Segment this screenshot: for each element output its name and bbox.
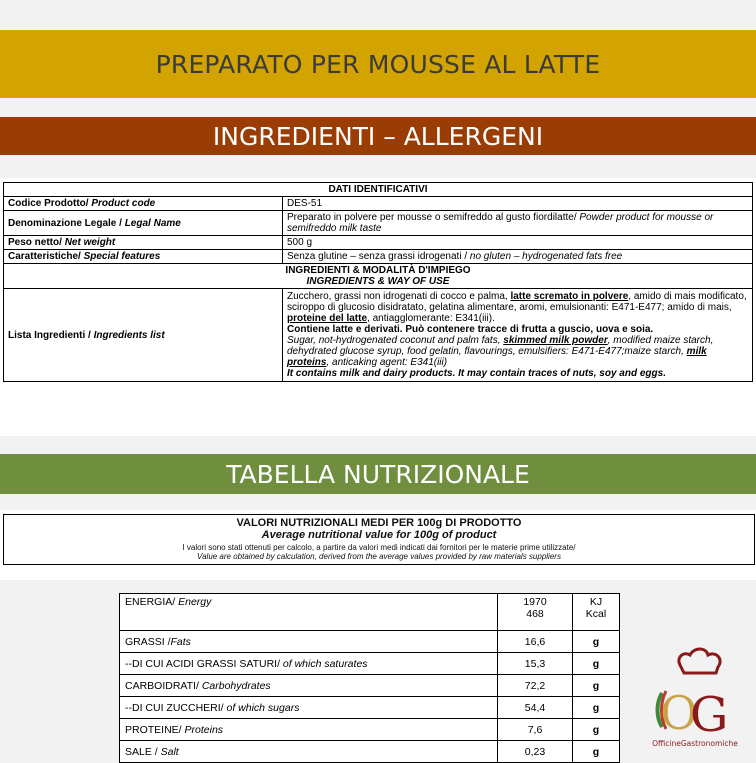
table-row xyxy=(4,236,753,250)
table-row xyxy=(120,741,620,763)
table-row xyxy=(4,250,753,264)
officine-gastronomiche-logo xyxy=(640,645,750,750)
nutrition-note-it: I valori sono stati ottenuti per calcolo, a partire da valori medi indicati dai fornitori per le materie prime utilizzate/ xyxy=(182,543,576,552)
table-row xyxy=(120,697,620,719)
nutrient-label: GRASSI /Fats xyxy=(120,631,498,653)
table-row xyxy=(4,183,753,197)
features-value: Senza glutine – senza grassi idrogenati / no gluten – hydrogenated fats free xyxy=(283,250,753,264)
nutrient-value: 72,2 xyxy=(498,675,573,697)
energy-label: ENERGIA/ Energy xyxy=(120,594,498,631)
nutrient-unit: g xyxy=(573,631,620,653)
nutrition-title-en: Average nutritional value for 100g of product xyxy=(261,529,497,541)
nutrition-header xyxy=(3,514,755,565)
nutrient-label: SALE / Salt xyxy=(120,741,498,763)
energy-units: KJ Kcal xyxy=(573,594,620,631)
nutrient-label: --DI CUI ZUCCHERI/ of which sugars xyxy=(120,697,498,719)
ingredients-list-label: Lista Ingredienti / Ingredients list xyxy=(4,289,283,382)
weight-label: Peso netto/ Net weight xyxy=(4,236,283,250)
energy-values: 1970 468 xyxy=(498,594,573,631)
product-title-band xyxy=(0,30,756,98)
product-title: PREPARATO PER MOUSSE AL LATTE xyxy=(155,49,601,79)
nutrition-note-en: Value are obtained by calculation, derived from the average values provided by raw materials suppliers xyxy=(197,552,561,561)
logo-letter-o: O xyxy=(660,686,698,740)
ident-header: DATI IDENTIFICATIVI xyxy=(4,183,753,197)
nutrition-section-title: TABELLA NUTRIZIONALE xyxy=(226,459,530,489)
table-row xyxy=(4,264,753,289)
chef-hat-icon xyxy=(679,649,720,673)
nutrient-value: 0,23 xyxy=(498,741,573,763)
nutrient-value: 15,3 xyxy=(498,653,573,675)
table-row xyxy=(120,594,620,631)
allergens-en: It contains milk and dairy products. It may contain traces of nuts, soy and eggs. xyxy=(287,368,666,379)
name-value: Preparato in polvere per mousse o semifreddo al gusto fiordilatte/ Powder product for mousse or semifreddo milk taste xyxy=(283,211,753,236)
table-row xyxy=(120,653,620,675)
nutrition-title-it: VALORI NUTRIZIONALI MEDI PER 100g DI PRODOTTO xyxy=(236,517,522,529)
allergens-it: Contiene latte e derivati. Può contenere tracce di frutta a guscio, uova e soia. xyxy=(287,324,654,335)
table-row xyxy=(4,197,753,211)
nutrient-unit: g xyxy=(573,675,620,697)
ingredients-list-value xyxy=(283,289,753,382)
nutrition-section-band xyxy=(0,454,756,494)
nutrient-value: 16,6 xyxy=(498,631,573,653)
weight-value: 500 g xyxy=(283,236,753,250)
table-row xyxy=(120,631,620,653)
nutrient-unit: g xyxy=(573,653,620,675)
nutrient-value: 54,4 xyxy=(498,697,573,719)
logo-brand: OfficineGastronomiche xyxy=(652,739,738,748)
nutrient-label: PROTEINE/ Proteins xyxy=(120,719,498,741)
code-label: Codice Prodotto/ Product code xyxy=(4,197,283,211)
ingredients-section-title: INGREDIENTI – ALLERGENI xyxy=(212,121,544,151)
nutrient-unit: g xyxy=(573,697,620,719)
use-header: INGREDIENTI & MODALITÀ D'IMPIEGO INGREDIENTS & WAY OF USE xyxy=(4,264,753,289)
ingredients-en: Sugar, not-hydrogenated coconut and palm fats, skimmed milk powder, modified maize starch, dehydrated glucose syrup, food gelatin, flavourings, emulsifiers: E471-E477;maize starch, milk proteins, anticaking agent: E341(iii) xyxy=(287,335,714,368)
nutrient-unit: g xyxy=(573,741,620,763)
identification-table xyxy=(3,182,753,382)
table-row xyxy=(4,211,753,236)
code-value: DES-51 xyxy=(283,197,753,211)
ingredients-section-band xyxy=(0,117,756,155)
nutrient-label: CARBOIDRATI/ Carbohydrates xyxy=(120,675,498,697)
table-row xyxy=(4,289,753,382)
features-label: Caratteristiche/ Special features xyxy=(4,250,283,264)
nutrition-table xyxy=(119,593,620,763)
nutrient-label: --DI CUI ACIDI GRASSI SATURI/ of which saturates xyxy=(120,653,498,675)
nutrient-unit: g xyxy=(573,719,620,741)
nutrient-value: 7,6 xyxy=(498,719,573,741)
table-row xyxy=(120,675,620,697)
name-label: Denominazione Legale / Legal Name xyxy=(4,211,283,236)
table-row xyxy=(120,719,620,741)
logo-letter-g: G xyxy=(690,687,729,743)
ingredients-it: Zucchero, grassi non idrogenati di cocco e palma, latte scremato in polvere, amido di mais modificato, sciroppo di glucosio disidratato, gelatina alimentare, aromi, emulsionanti: E471-E477; amido di mais, proteine del latte, antiagglomerante: E341(iii). xyxy=(287,291,747,324)
